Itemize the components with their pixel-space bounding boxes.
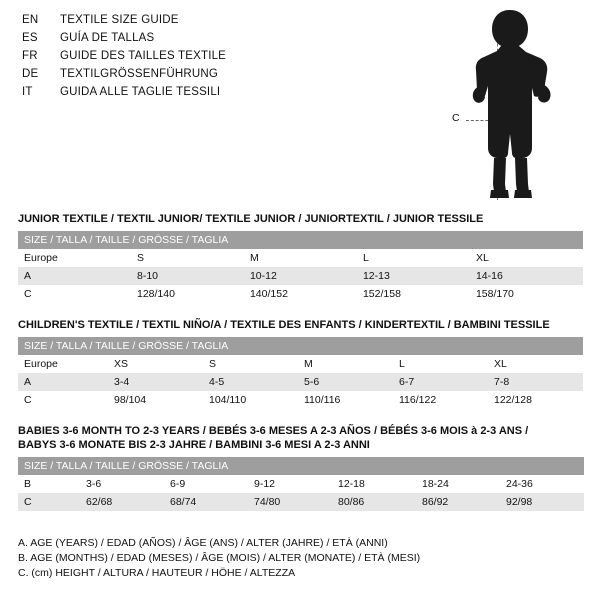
cell: 98/104	[108, 391, 203, 409]
cell: 8-10	[131, 267, 244, 285]
section-children	[18, 318, 583, 409]
cell: 12-13	[357, 267, 470, 285]
cell: XL	[488, 355, 583, 373]
cell: 158/170	[470, 285, 583, 303]
cell: S	[131, 249, 244, 267]
table-header-row	[18, 231, 583, 249]
section-title: JUNIOR TEXTILE / TEXTIL JUNIOR/ TEXTILE JUNIOR / JUNIORTEXTIL / JUNIOR TESSILE	[18, 213, 484, 225]
cell: S	[203, 355, 298, 373]
cell: 3-6	[80, 475, 164, 493]
cell: 3-4	[108, 373, 203, 391]
table-row	[18, 249, 583, 267]
section-title	[18, 424, 583, 452]
cell: 5-6	[298, 373, 393, 391]
language-row	[22, 68, 442, 86]
language-row	[22, 14, 442, 32]
children-size-table	[18, 337, 583, 409]
table-row	[18, 285, 583, 303]
measurement-figure	[440, 8, 595, 203]
cell: 4-5	[203, 373, 298, 391]
cell: 116/122	[393, 391, 488, 409]
language-code: DE	[22, 68, 39, 80]
table-header-label: SIZE / TALLA / TAILLE / GRÖSSE / TAGLIA	[18, 337, 583, 355]
cell: 86/92	[416, 493, 500, 511]
cell: XL	[470, 249, 583, 267]
table-header-label: SIZE / TALLA / TAILLE / GRÖSSE / TAGLIA	[18, 457, 584, 475]
cell: 122/128	[488, 391, 583, 409]
table-row	[18, 493, 584, 511]
cell: M	[244, 249, 357, 267]
child-silhouette-icon	[470, 8, 580, 200]
cell: 7-8	[488, 373, 583, 391]
section-babies	[18, 424, 583, 511]
row-label: A	[18, 267, 131, 285]
row-label: C	[18, 493, 80, 511]
measure-label-c: C	[452, 112, 460, 124]
cell: 12-18	[332, 475, 416, 493]
language-code: EN	[22, 14, 39, 26]
language-row	[22, 32, 442, 50]
cell: L	[393, 355, 488, 373]
legend-line-b: B. AGE (MONTHS) / EDAD (MESES) / ÂGE (MOIS) / ALTER (MONATE) / ETÀ (MESI)	[18, 552, 421, 564]
table-row	[18, 355, 583, 373]
section-title: CHILDREN'S TEXTILE / TEXTIL NIÑO/A / TEXTILE DES ENFANTS / KINDERTEXTIL / BAMBINI TESSILE	[18, 319, 550, 331]
cell: 140/152	[244, 285, 357, 303]
cell: 152/158	[357, 285, 470, 303]
language-code: ES	[22, 32, 38, 44]
table-row	[18, 373, 583, 391]
language-row	[22, 50, 442, 68]
language-title: GUÍA DE TALLAS	[60, 32, 155, 44]
cell: 80/86	[332, 493, 416, 511]
language-title: TEXTILGRÖSSENFÜHRUNG	[60, 68, 218, 80]
language-row	[22, 86, 442, 104]
cell: 6-9	[164, 475, 248, 493]
row-label: A	[18, 373, 108, 391]
row-label: Europe	[18, 249, 131, 267]
language-title: GUIDA ALLE TAGLIE TESSILI	[60, 86, 221, 98]
legend-line-a: A. AGE (YEARS) / EDAD (AÑOS) / ÂGE (ANS) / ALTER (JAHRE) / ETÀ (ANNI)	[18, 537, 388, 549]
language-code: FR	[22, 50, 38, 62]
language-title: GUIDE DES TAILLES TEXTILE	[60, 50, 227, 62]
cell: L	[357, 249, 470, 267]
table-row	[18, 267, 583, 285]
cell: M	[298, 355, 393, 373]
row-label: C	[18, 391, 108, 409]
cell: 92/98	[500, 493, 584, 511]
table-header-label: SIZE / TALLA / TAILLE / GRÖSSE / TAGLIA	[18, 231, 583, 249]
cell: 9-12	[248, 475, 332, 493]
cell: 128/140	[131, 285, 244, 303]
legend-block	[18, 536, 583, 581]
junior-size-table	[18, 231, 583, 303]
table-header-row	[18, 457, 584, 475]
section-junior	[18, 212, 583, 303]
row-label: Europe	[18, 355, 108, 373]
cell: 68/74	[164, 493, 248, 511]
table-row	[18, 475, 584, 493]
cell: 18-24	[416, 475, 500, 493]
cell: 110/116	[298, 391, 393, 409]
section-title-line2: BABYS 3-6 MONATE BIS 2-3 JAHRE / BAMBINI 3-6 MESI A 2-3 ANNI	[18, 439, 370, 451]
table-row	[18, 391, 583, 409]
language-code: IT	[22, 86, 33, 98]
legend-line-c: C. (cm) HEIGHT / ALTURA / HAUTEUR / HÖHE / ALTEZZA	[18, 567, 296, 579]
cell: 104/110	[203, 391, 298, 409]
babies-size-table	[18, 457, 584, 511]
cell: 14-16	[470, 267, 583, 285]
cell: 62/68	[80, 493, 164, 511]
table-header-row	[18, 337, 583, 355]
cell: 24-36	[500, 475, 584, 493]
language-title: TEXTILE SIZE GUIDE	[60, 14, 179, 26]
row-label: B	[18, 475, 80, 493]
cell: 6-7	[393, 373, 488, 391]
language-title-block	[22, 14, 442, 104]
section-title-line1: BABIES 3-6 MONTH TO 2-3 YEARS / BEBÉS 3-6 MESES A 2-3 AÑOS / BÉBÉS 3-6 MOIS à 2-3 ANS /	[18, 425, 529, 437]
row-label: C	[18, 285, 131, 303]
cell: XS	[108, 355, 203, 373]
cell: 74/80	[248, 493, 332, 511]
cell: 10-12	[244, 267, 357, 285]
